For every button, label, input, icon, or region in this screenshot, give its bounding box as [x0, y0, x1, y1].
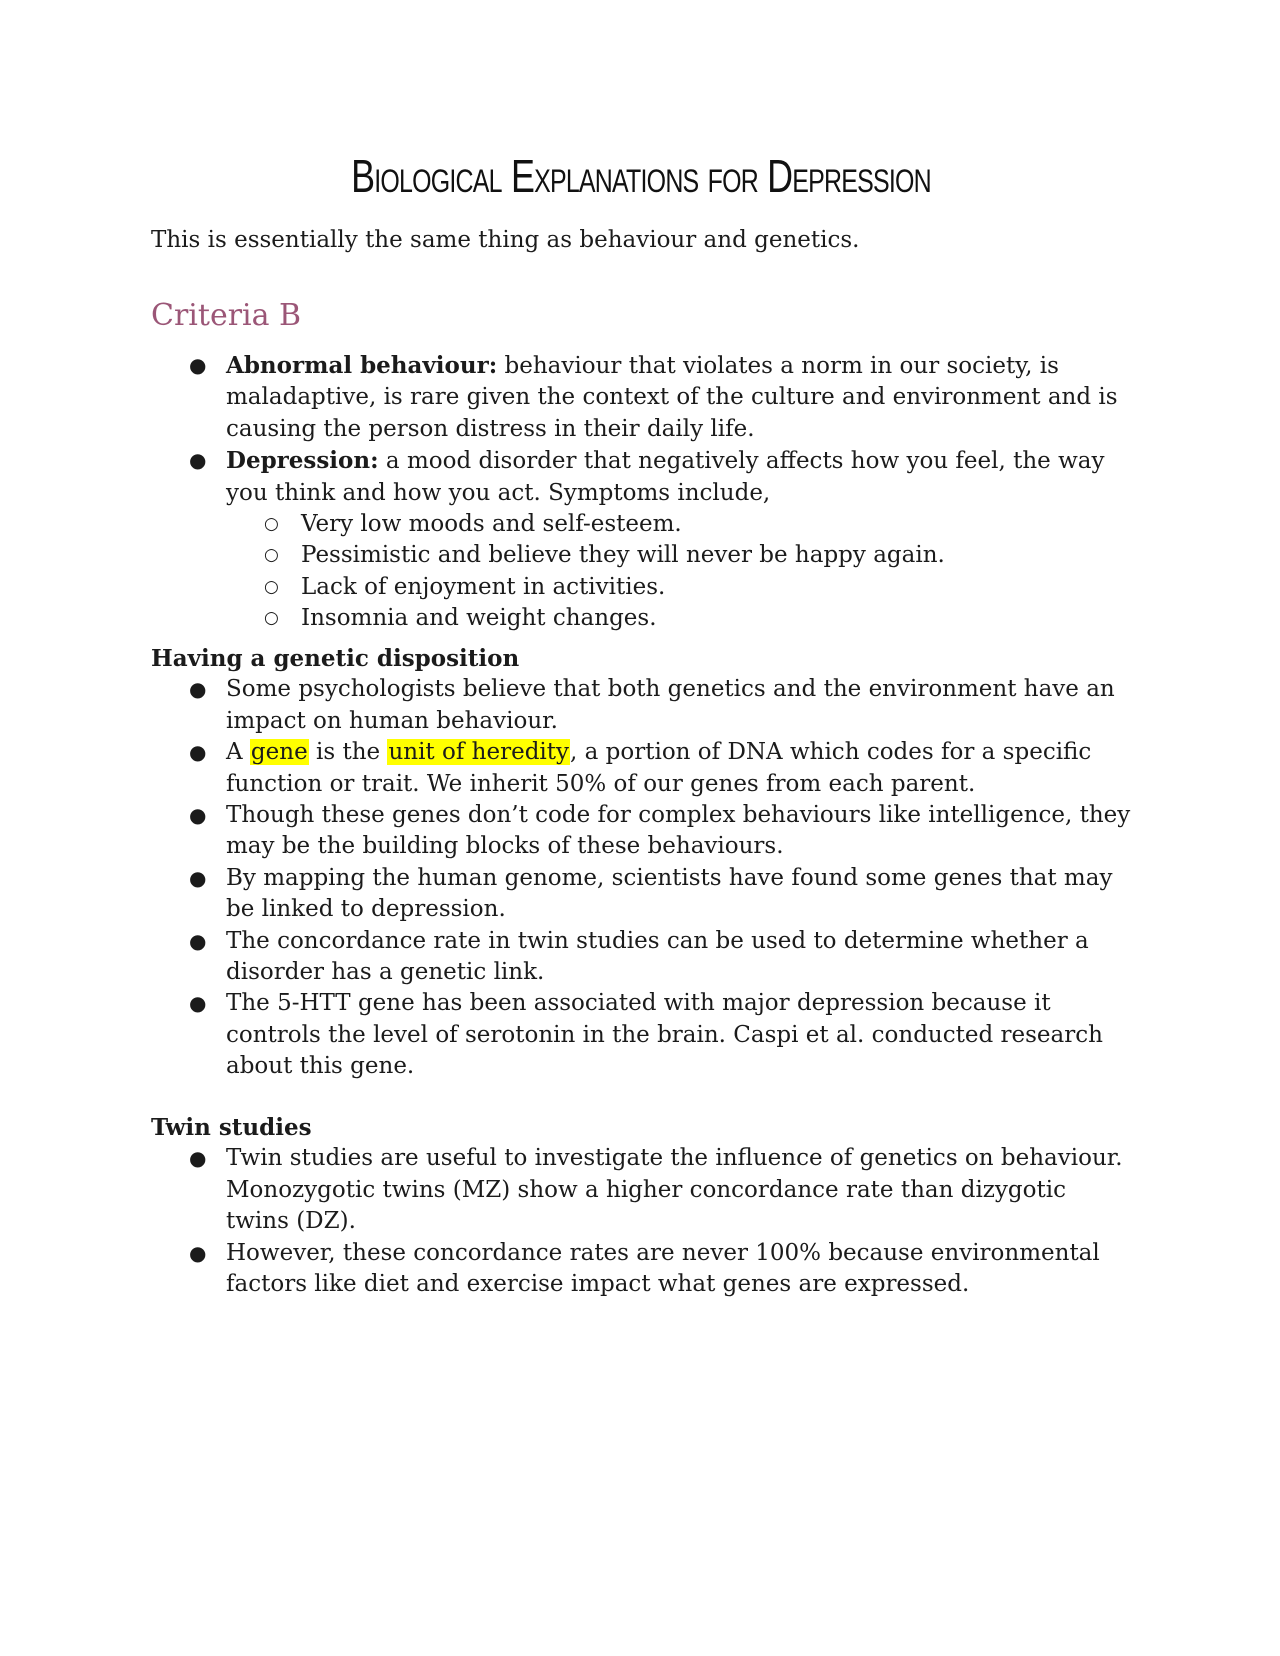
circle-bullet-icon: ○: [264, 514, 279, 535]
criteria-section: [151, 350, 1131, 635]
bullet-icon: ●: [189, 1240, 207, 1265]
circle-bullet-icon: ○: [264, 576, 279, 597]
bullet-icon: ●: [189, 448, 207, 473]
bullet-icon: ●: [189, 865, 207, 890]
genetic-heading: Having a genetic disposition: [151, 645, 520, 672]
list-item: [151, 988, 1131, 1082]
item-text: , a portion of DNA which codes for a specific function or trait. We inherit 50% of our genes from each parent.: [226, 739, 1092, 797]
symptom-text: Insomnia and weight changes.: [301, 605, 657, 632]
genetic-list: [151, 674, 1131, 1082]
list-item: [226, 603, 1131, 634]
bullet-icon: ●: [189, 740, 207, 765]
list-item: [151, 674, 1131, 737]
criteria-heading: Criteria B: [151, 298, 302, 333]
highlight-unit-of-heredity: unit of heredity: [388, 739, 570, 766]
term-label: Depression:: [226, 447, 379, 475]
term-definition: behaviour that violates a norm in our society, is maladaptive, is rare given the context of the culture and environment and is causing the person distress in their daily life.: [226, 353, 1118, 442]
item-text: However, these concordance rates are never 100% because environmental factors like diet and exercise impact what genes are expressed.: [226, 1239, 1100, 1298]
bullet-icon: ●: [189, 1146, 207, 1171]
item-text: The 5-HTT gene has been associated with major depression because it controls the level of serotonin in the brain. Caspi et al. conducted research about this gene.: [226, 990, 1103, 1080]
term-definition: a mood disorder that negatively affects how you feel, the way you think and how you act. Symptoms include,: [226, 448, 1105, 506]
list-item: [226, 572, 1131, 603]
item-text: Twin studies are useful to investigate the influence of genetics on behaviour. Monozygotic twins (MZ) show a higher concordance rate than dizygotic twins (DZ).: [226, 1145, 1123, 1235]
list-item: [151, 445, 1131, 634]
symptoms-list: [226, 509, 1131, 635]
list-item: [226, 509, 1131, 540]
item-text: By mapping the human genome, scientists have found some genes that may be linked to depression.: [226, 864, 1113, 923]
bullet-icon: ●: [189, 353, 207, 377]
highlight-gene: gene: [250, 739, 308, 766]
item-text: is the: [308, 739, 388, 766]
twin-heading: Twin studies: [151, 1114, 312, 1141]
list-item: [151, 926, 1131, 989]
document-title: Biological Explanations for Depression: [351, 150, 931, 202]
criteria-list: [151, 350, 1131, 635]
twin-list: [151, 1143, 1131, 1300]
bullet-icon: ●: [189, 928, 207, 953]
term-label: Abnormal behaviour:: [226, 352, 498, 379]
bullet-icon: ●: [189, 803, 207, 828]
symptom-text: Very low moods and self-esteem.: [301, 511, 682, 538]
symptom-text: Pessimistic and believe they will never be happy again.: [301, 542, 945, 569]
list-item: [151, 863, 1131, 926]
list-item: [151, 737, 1131, 800]
circle-bullet-icon: ○: [264, 608, 279, 629]
genetic-section: [151, 643, 1131, 1083]
list-item: [151, 1143, 1131, 1237]
symptom-text: Lack of enjoyment in activities.: [301, 573, 666, 600]
list-item: [151, 1238, 1131, 1301]
list-item: [151, 800, 1131, 863]
bullet-icon: ●: [189, 991, 207, 1016]
circle-bullet-icon: ○: [264, 545, 279, 566]
list-item: [151, 350, 1131, 445]
item-text: Some psychologists believe that both genetics and the environment have an impact on human behaviour.: [226, 676, 1115, 734]
list-item: [226, 540, 1131, 571]
intro-paragraph: This is essentially the same thing as behaviour and genetics.: [151, 227, 860, 253]
item-text: Though these genes don’t code for complex behaviours like intelligence, they may be the building blocks of these behaviours.: [226, 802, 1131, 860]
item-text: A: [226, 739, 250, 766]
twin-section: [151, 1112, 1131, 1300]
item-text: The concordance rate in twin studies can be used to determine whether a disorder has a genetic link.: [226, 927, 1089, 986]
bullet-icon: ●: [189, 677, 207, 702]
